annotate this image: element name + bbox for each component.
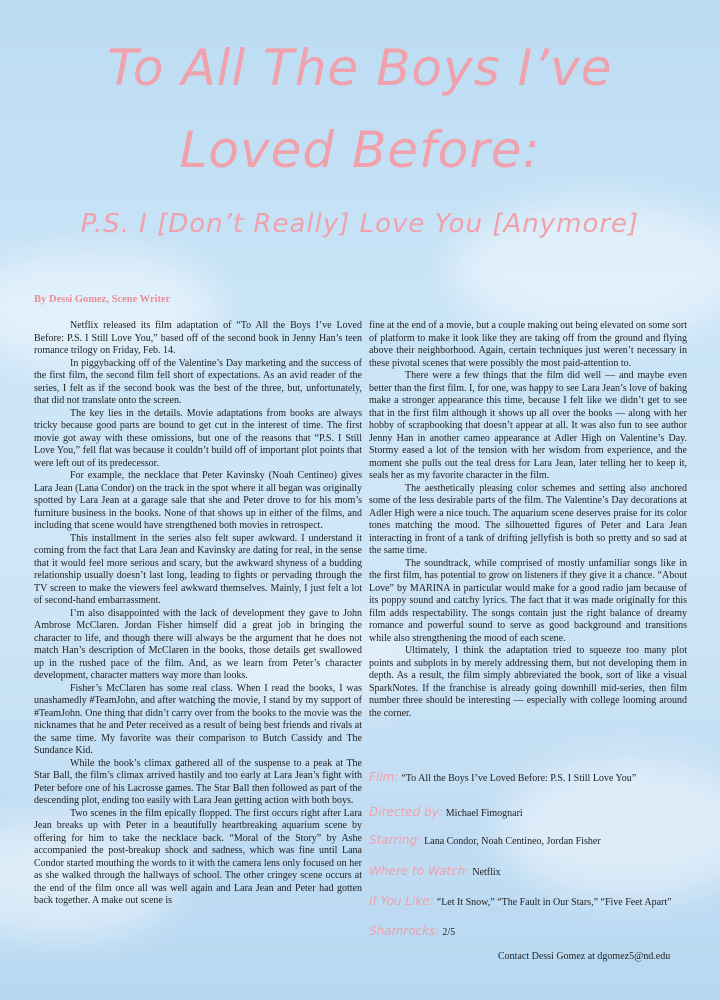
info-rating [369,924,455,938]
info-label: Where to Watch: [369,864,470,878]
paragraph: There were a few things that the film did well — and maybe even better than the first film. I, for one, was happy to see Lara Jean’s love of baking make a stronger appearance this time, because I felt like we didn’t get to see that in the first film although it shows up all over the books — along with her hobby of scrapbooking that doesn’t appear at all. It was also fun to see author Jenny Han in another cameo appearance at Adler High on Valentine’s Day. Stormy eased a lot of the tension with her wisdom from experience, and the moment she pulls out the teal dress for Lara Jean, later telling her to keep it, seals her as my favorite character in the film. [369,370,687,481]
paragraph: fine at the end of a movie, but a couple making out being elevated on some sort of platform to make it look like they are taking off from the ground and flying above their neighborhood. Again, certain techniques just weren’t necessary in these pivotal scenes that were possibly the most paid-attention to. [369,320,687,369]
paragraph: Ultimately, I think the adaptation tried to squeeze too many plot points and subplots in by merely addressing them, but not developing them in depth. As a result, the film simply abbreviated the book, sort of like a visual SparkNotes. If the franchise is already going downhill mid-series, then film number three should be interesting — especially with college looming around the corner. [369,645,687,719]
info-label: Directed by: [369,805,443,819]
paragraph: Fisher’s McClaren has some real class. When I read the books, I was unashamedly #TeamJohn, and after watching the movie, I stand by my support of #TeamJohn. One thing that didn’t carry over from the books to the movie was the nicknames that he and Peter received as a result of being best friends and rivals at the same time. My favorite was their comparison to Butch Cassidy and The Sundance Kid. [34,682,362,756]
info-director [369,805,523,819]
paragraph: For example, the necklace that Peter Kavinsky (Noah Centineo) gives Lara Jean (Lana Condor) on the track in the spot where it all began was originally spotted by Lara Jean at a garage sale that she and Peter drove to for his mom’s furniture business in the books. None of that shows up in either of the films, and including that scene would have strengthened both movies in retrospect. [34,470,362,531]
article-column-right [369,320,687,720]
contact-line: Contact Dessi Gomez at dgomez5@nd.edu [498,951,671,962]
subtitle: P.S. I [Don’t Really] Love You [Anymore] [80,209,640,239]
info-film [369,770,636,784]
info-label: Shamrocks: [369,924,440,938]
info-value: 2/5 [442,927,456,938]
headline-line-2: Loved Before: [179,121,541,179]
byline: By Dessi Gomez, Scene Writer [34,294,171,305]
info-label: Film: [369,770,399,784]
article-column-left [34,320,362,908]
info-label: Starring: [369,833,422,847]
info-starring [369,833,601,847]
paragraph: The soundtrack, while comprised of mostly unfamiliar songs like in the first film, has potential to grow on listeners if they give it a chance. “About Love” by MARINA in particular would make for a good radio jam because of its poppy sound and catchy lyrics. The fact that it was made originally for this film adds respectability. The songs contain just the right balance of dreamy romance and powerful sound to serve as good background and transitions while also strengthening the mood of each scene. [369,557,687,644]
paragraph: The key lies in the details. Movie adaptations from books are always tricky because good parts are bound to get cut in the interest of time. The first movie got away with these omissions, but one of the reasons that “P.S. I Still Love You,” fell flat was because it couldn’t build off of important plot points that were left out of its predecessor. [34,407,362,469]
info-label: If You Like: [369,894,434,908]
paragraph: Two scenes in the film epically flopped. The first occurs right after Lara Jean breaks up with Peter in a beautifully heartbreaking aquarium scene by offering for him to take the necklace back. “Moral of the Story” by Ashe accompanied the post-breakup shock and sadness, which was fine until Lana Condor started mouthing the words to it with the camera lens only focused on her as she walked through the hallways of school. The other cringey scene occurs at the end of the film once all was well again and Lara Jean and Peter had gotten back together. A make out scene is [34,807,362,906]
info-value: Michael Fimognari [445,808,523,819]
info-value: “Let It Snow,” “The Fault in Our Stars,” “Five Feet Apart” [436,897,672,908]
paragraph: While the book’s climax gathered all of the suspense to a peak at The Star Ball, the film’s climax arrived hastily and too early at Lara Jean’s fight with Peter before one of his Lacrosse games. The Star Ball then followed as part of the descending plot, ending too easily with Lara Jean getting action with both boys. [34,757,362,806]
paragraph: This installment in the series also felt super awkward. I understand it coming from the fact that Lara Jean and Kavinsky are dating for real, in the sense that it would feel more serious and scary, but the awkward shyness of a budding relationship usually doesn’t last long, leading to fights or pervading through the TV screen to make the viewers feel awkward themselves. Mainly, I just felt a lot of second-hand embarrassment. [34,532,362,606]
paragraph: The aesthetically pleasing color schemes and setting also anchored some of the less desirable parts of the film. The Valentine’s Day decorations at Adler High were a nice touch. The aquarium scene deserves praise for its color tones matching the mood. The silhouetted figures of Peter and Lara Jean interacting in front of a tank of drifting jellyfish is both so pretty and so sad at the same time. [369,482,687,556]
headline-line-1: To All The Boys I’ve [107,39,613,97]
info-value: “To All the Boys I’ve Loved Before: P.S. I Still Love You” [401,773,637,784]
paragraph: I’m also disappointed with the lack of development they gave to John Ambrose McClaren. Jordan Fisher himself did a great job in bringing the character to life, and though there will always be the argument that he does not match Han’s description of McClaren in the books, those details get swallowed up in the rushed pace of the film. And, as we learn from Peter’s character development, character matters way more than looks. [34,607,362,681]
info-if-you-like [369,894,672,908]
info-where-to-watch [369,864,501,878]
paragraph: In piggybacking off of the Valentine’s Day marketing and the success of the first film, the second film fell short of expectations. As an avid reader of the series, I felt as if the second book was the best of the three, but, unfortunately, that did not translate onto the screen. [34,357,362,406]
info-value: Lana Condor, Noah Centineo, Jordan Fisher [424,836,601,847]
paragraph: Netflix released its film adaptation of “To All the Boys I’ve Loved Before: P.S. I Still Love You,” based off of the second book in Jenny Han’s teen romance trilogy on Friday, Feb. 14. [34,320,362,356]
info-value: Netflix [472,867,501,878]
